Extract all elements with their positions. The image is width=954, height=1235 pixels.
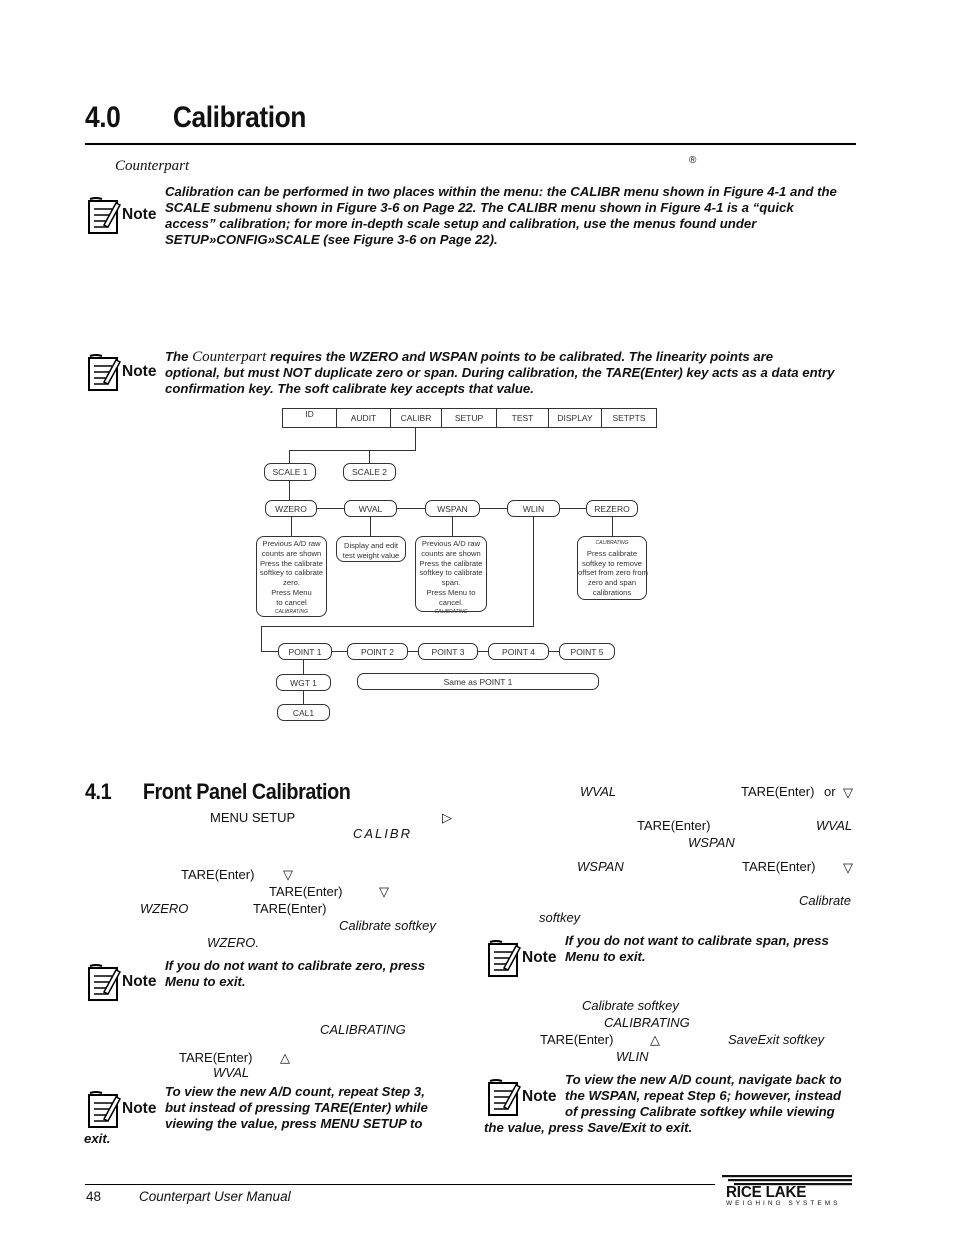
connector [289,450,290,463]
connector [549,651,559,652]
connector [533,517,534,626]
wspan-description [415,536,487,615]
note-text-fragment: The [165,349,189,364]
tare-enter-key: TARE(Enter) [179,1050,253,1065]
note-label: Note [122,363,157,380]
tare-enter-key: TARE(Enter) [741,784,815,799]
connector [291,517,292,536]
connector [332,651,347,652]
softkey-text: softkey [539,910,581,925]
note-line: To view the new A/D count, navigate back to [565,1072,842,1087]
note-label: Note [522,949,557,966]
wval-display: WVAL [213,1065,250,1080]
desc-line: counts are shown [421,548,481,558]
tare-enter-key: TARE(Enter) [742,859,816,874]
wspan-node: WSPAN [425,500,480,517]
wspan-display: WSPAN [688,835,735,850]
connector [261,626,534,627]
tare-enter-key: TARE(Enter) [269,884,343,899]
footer-rule [85,1184,715,1185]
subsection-title: Front Panel Calibration [142,779,351,804]
point-4-node: POINT 4 [488,643,549,660]
note-label: Note [122,973,157,990]
page-number: 48 [86,1189,102,1204]
note-6-tail: the value, press Save/Exit to exit. [484,1120,693,1135]
note-label: Note [122,1100,157,1117]
menu-item-calibr: CALIBR [390,408,442,428]
menu-setup-key: MENU SETUP [210,810,296,825]
wlin-node: WLIN [507,500,560,517]
note-line: but instead of pressing TARE(Enter) while [165,1100,428,1115]
note-line: To view the new A/D count, repeat Step 3, [165,1084,425,1099]
calibr-display: CALIBR [353,826,412,841]
desc-line: calibrations [592,587,632,597]
note-2-text [165,349,855,397]
connector [408,651,418,652]
connector [289,481,290,500]
desc-line: Previous A/D raw [421,539,481,548]
wzero-display: WZERO [140,901,189,916]
connector [261,626,262,651]
connector [370,517,371,536]
desc-line: softkey to remove [582,558,642,568]
scale-1-node: SCALE 1 [264,463,316,481]
desc-tag: CALIBRATING [434,608,468,615]
down-arrow-icon: ▽ [283,867,293,882]
wzero-node: WZERO [265,500,317,517]
menu-item-display: DISPLAY [548,408,602,428]
note-line: optional, but must NOT duplicate zero or span. During calibration, the TARE(Enter) key acts as a data entry [165,365,835,380]
header-rule [85,143,856,145]
point-3-node: POINT 3 [418,643,478,660]
wval-node: WVAL [344,500,397,517]
desc-line: zero. [283,578,300,588]
connector [397,508,425,509]
point-2-node: POINT 2 [347,643,408,660]
manual-title: Counterpart User Manual [139,1189,291,1204]
desc-line: span. [441,578,461,588]
note-3-text [165,958,456,990]
connector [369,450,370,463]
calibrating-display: CALIBRATING [320,1022,406,1037]
wval-display: WVAL [816,818,853,833]
desc-line: cancel. [438,597,464,607]
down-arrow-icon: ▽ [843,860,853,875]
note-line: SCALE submenu shown in Figure 3-6 on Page 22. The CALIBR menu shown in Figure 4-1 is a “quick [165,200,794,215]
connector [480,508,507,509]
up-arrow-icon: △ [650,1032,660,1047]
note-line: viewing the value, press MENU SETUP to [165,1116,423,1131]
note-line: Menu to exit. [565,949,646,964]
subsection-number: 4.1 [85,779,112,804]
desc-line: offset from zero from [578,568,648,578]
rezero-description [577,536,647,600]
menu-item-setpts: SETPTS [601,408,657,428]
note-text-fragment: requires the WZERO and WSPAN points to be calibrated. The linearity points are [269,349,774,364]
right-arrow-icon: ▷ [442,810,452,825]
same-as-point-1-node: Same as POINT 1 [357,673,599,690]
logo-main-text: RICE LAKE [726,1184,807,1201]
note-label: Note [522,1088,557,1105]
rice-lake-logo [722,1175,852,1211]
down-arrow-icon: ▽ [843,785,853,800]
note-4-tail: exit. [84,1131,111,1146]
note-5-text [565,933,856,965]
wval-description [336,536,406,562]
menu-item-audit: AUDIT [336,408,391,428]
desc-line: zero and span [587,578,637,588]
registered-mark: ® [689,155,697,166]
desc-tag: CALIBRATING [275,608,308,615]
desc-line: softkey to calibrate [259,568,324,578]
calibrate-text: Calibrate [799,893,852,908]
connector [415,428,416,450]
note-product: Counterpart [192,349,267,365]
desc-line: Press the calibrate [260,558,323,568]
wspan-display: WSPAN [577,859,624,874]
connector [612,517,613,536]
note-6-text [565,1072,856,1120]
menu-item-id: ID [282,408,337,428]
note-4-text [165,1084,456,1132]
connector [261,651,278,652]
tare-enter-key: TARE(Enter) [540,1032,614,1047]
wzero-description [256,536,327,617]
note-line [165,349,855,365]
section-title: Calibration [172,101,306,134]
connector [303,660,304,674]
note-line: If you do not want to calibrate zero, press [165,958,426,973]
or-text: or [824,784,836,799]
desc-line: softkey to calibrate [419,568,483,578]
connector [452,517,453,536]
tare-enter-key: TARE(Enter) [181,867,255,882]
scale-2-node: SCALE 2 [343,463,396,481]
up-arrow-icon: △ [280,1050,290,1065]
note-line: Calibration can be performed in two places within the menu: the CALIBR menu shown in Figure 4-1 and the [165,184,837,199]
calibrate-softkey-text: Calibrate softkey [339,918,436,933]
calibrating-display: CALIBRATING [604,1015,690,1030]
note-1-text [165,184,855,248]
section-heading [85,101,306,135]
note-line: If you do not want to calibrate span, press [565,933,829,948]
desc-line: Previous A/D raw [262,539,321,548]
note-line: access” calibration; for more in-depth scale setup and calibration, use the menus found under [165,216,757,231]
calibrate-softkey-text: Calibrate softkey [582,998,679,1013]
desc-line: to cancel [276,597,307,607]
menu-item-test: TEST [496,408,549,428]
rezero-node: REZERO [586,500,638,517]
section-number: 4.0 [85,101,121,134]
desc-line: Press Menu to [426,587,476,597]
desc-line: test weight value [342,550,400,560]
down-arrow-icon: ▽ [379,884,389,899]
desc-line: Press the calibrate [419,558,483,568]
tare-enter-key: TARE(Enter) [253,901,327,916]
wval-display: WVAL [580,784,617,799]
wzero-text: WZERO. [207,935,259,950]
desc-line: counts are shown [261,548,322,558]
cal1-node: CAL1 [277,704,330,721]
connector [317,508,344,509]
connector [478,651,488,652]
note-line: the WSPAN, repeat Step 6; however, instead [565,1088,842,1103]
subsection-heading [85,779,350,805]
note-line: of pressing Calibrate softkey while viewing [565,1104,835,1119]
desc-line: Display and edit [343,541,399,550]
intro-product: Counterpart [115,158,190,174]
wgt-1-node: WGT 1 [276,674,331,691]
desc-line: Press Menu [271,587,312,597]
desc-line: Press calibrate [586,548,638,558]
note-line: Menu to exit. [165,974,246,989]
note-label: Note [122,206,157,223]
menu-item-setup: SETUP [441,408,497,428]
connector [289,450,416,451]
point-5-node: POINT 5 [559,643,615,660]
logo-sub-text: WEIGHING SYSTEMS [726,1200,841,1207]
desc-tag: CALIBRATING [595,540,629,546]
connector [303,691,304,704]
note-line: SETUP»CONFIG»SCALE (see Figure 3-6 on Page 22). [165,232,498,247]
note-line: confirmation key. The soft calibrate key accepts that value. [165,381,534,396]
wlin-display: WLIN [616,1049,649,1064]
saveexit-softkey-text: SaveExit softkey [728,1032,825,1047]
tare-enter-key: TARE(Enter) [637,818,711,833]
connector [560,508,586,509]
point-1-node: POINT 1 [278,643,332,660]
